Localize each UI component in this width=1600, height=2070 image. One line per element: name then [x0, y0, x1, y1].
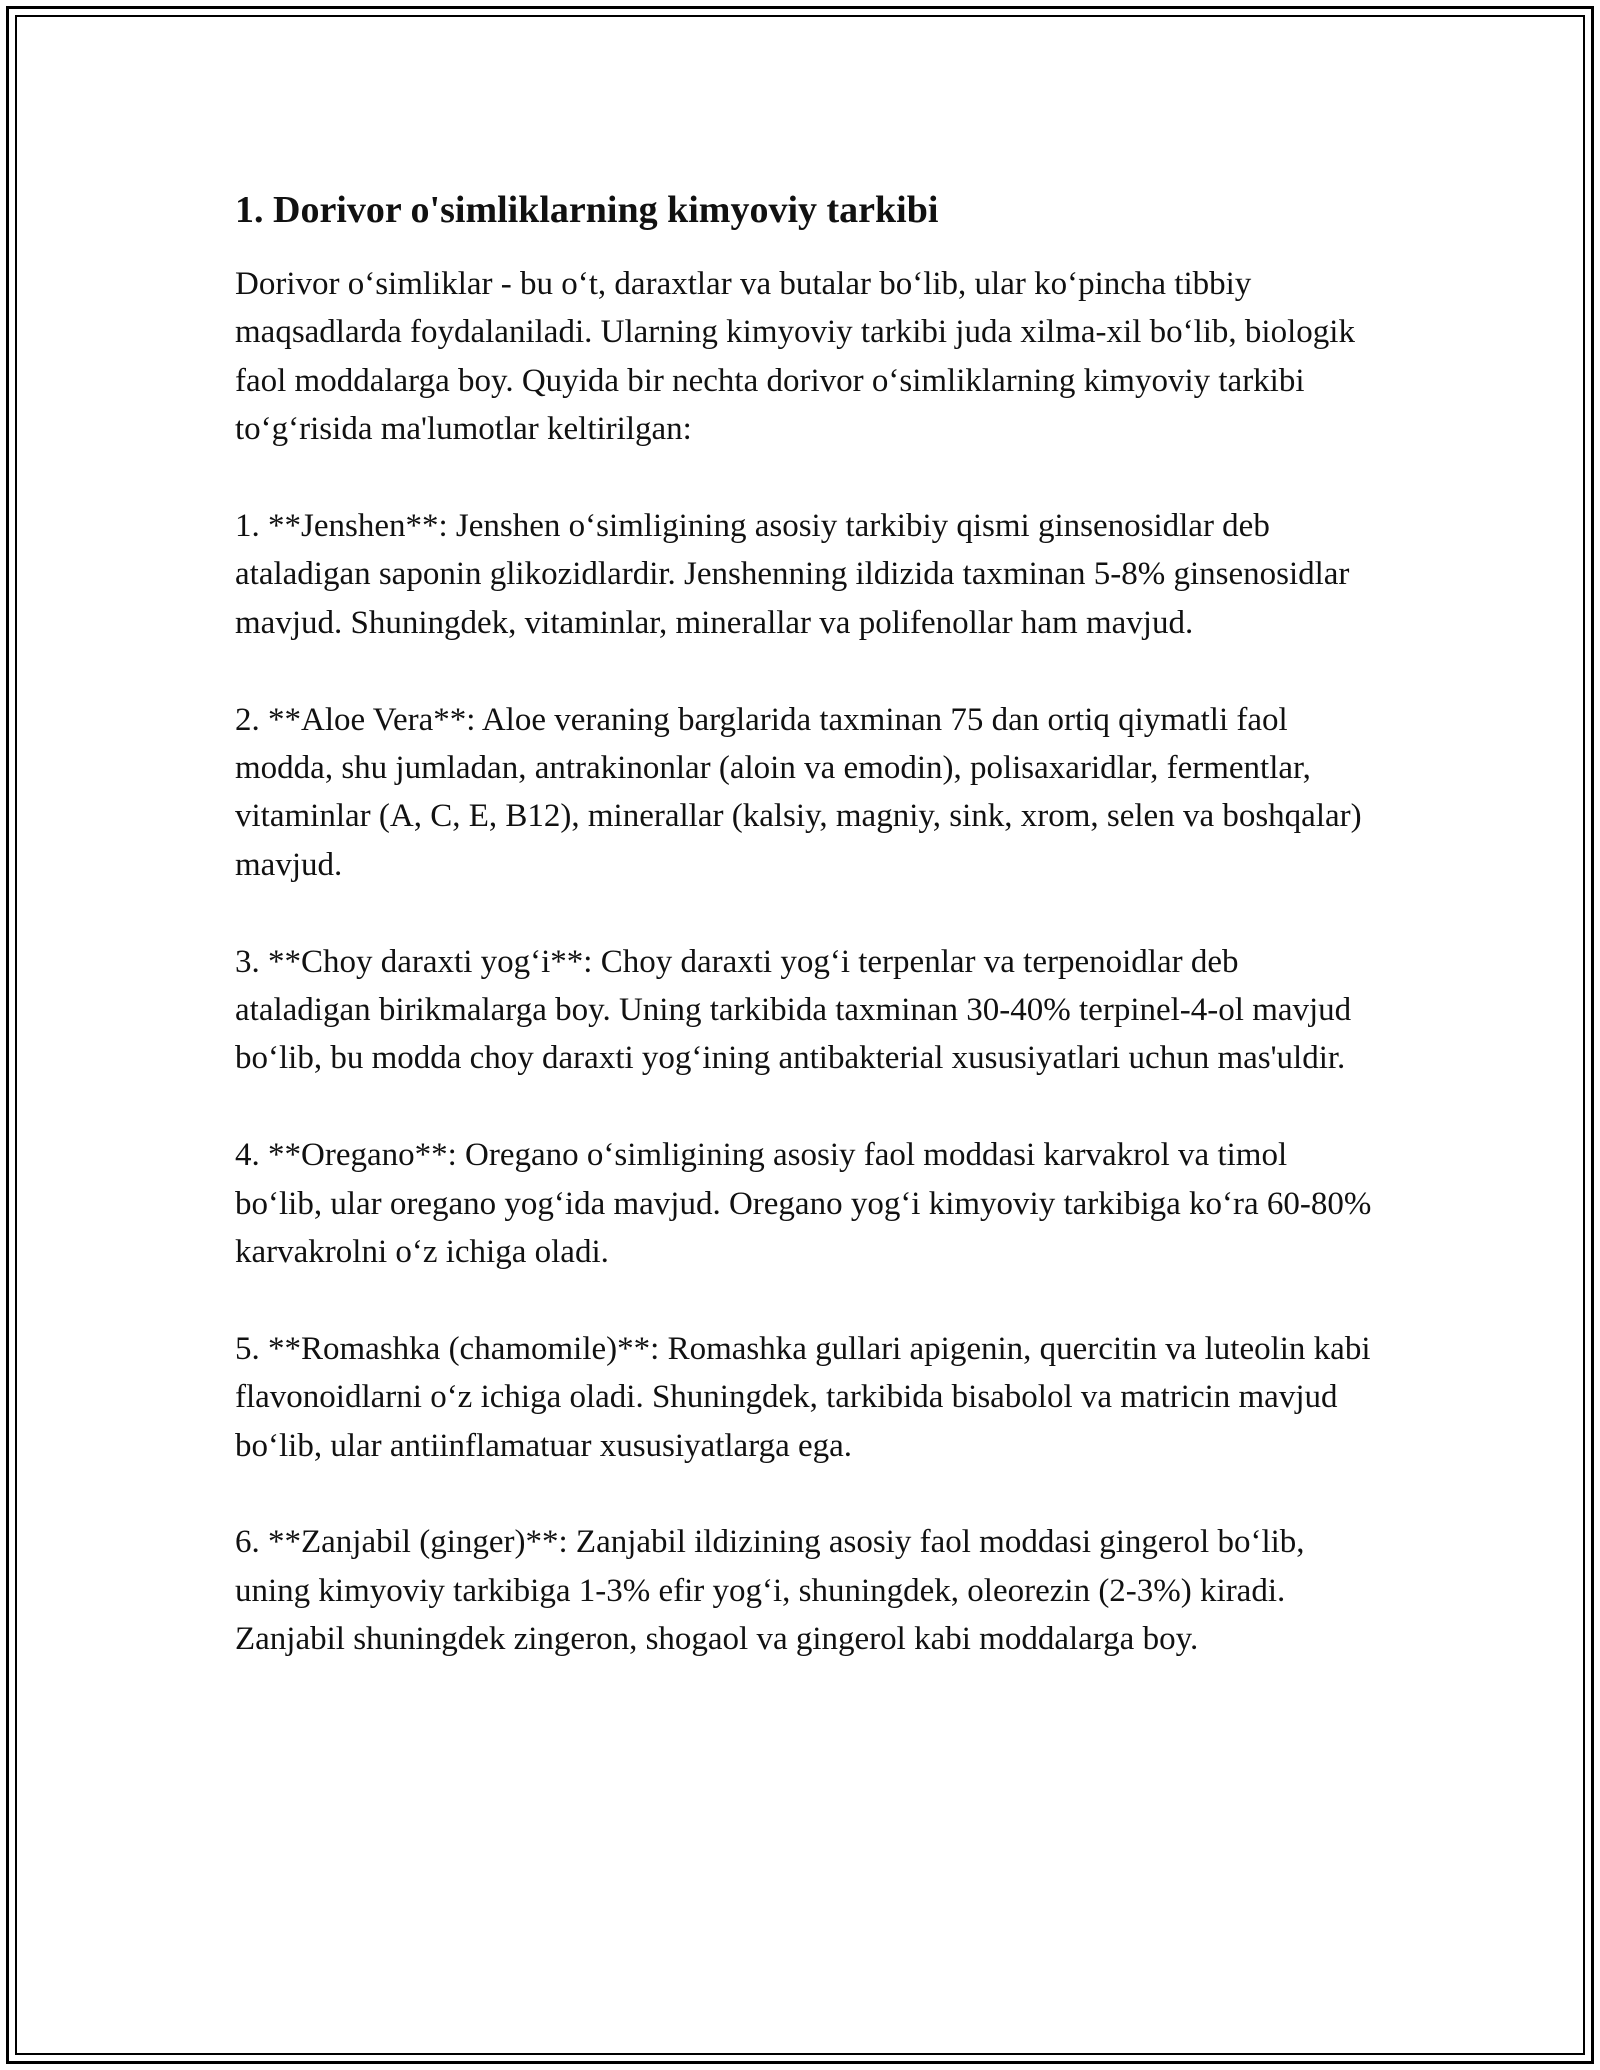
list-item-zanjabil: 6. **Zanjabil (ginger)**: Zanjabil ildizining asosiy faol moddasi gingerol bo‘lib, uning kimyoviy tarkibiga 1-3% efir yog‘i, shuningdek, oleorezin (2-3%) kiradi. Zanjabil shuningdek zingeron, shogaol va gingerol kabi moddalarga boy. [235, 1524, 1305, 1658]
list-item-jenshen: 1. **Jenshen**: Jenshen o‘simligining asosiy tarkibiy qismi ginsenosidlar deb ataladigan saponin glikozidlardir. Jenshenning ildizida taxminan 5-8% ginsenosidlar mavjud. Shuningdek, vitaminlar, minerallar va polifenollar ham mavjud. [235, 508, 1350, 641]
list-item-romashka: 5. **Romashka (chamomile)**: Romashka gullari apigenin, quercitin va luteolin kabi flavonoidlarni o‘z ichiga oladi. Shuningdek, tarkibida bisabolol va matricin mavjud bo‘lib, ular antiinflamatuar xususiyatlarga ega. [235, 1330, 1371, 1464]
intro-paragraph: Dorivor o‘simliklar - bu o‘t, daraxtlar va butalar bo‘lib, ular ko‘pincha tibbiy maqsadlarda foydalaniladi. Ularning kimyoviy tarkibi juda xilma-xil bo‘lib, biologik faol moddalarga boy. Quyida bir nechta dorivor o‘simliklarning kimyoviy tarkibi to‘g‘risida ma'lumotlar keltirilgan: [235, 266, 1355, 448]
list-item-choy-daraxti: 3. **Choy daraxti yog‘i**: Choy daraxti yog‘i terpenlar va terpenoidlar deb ataladigan birikmalarga boy. Uning tarkibida taxminan 30-40% terpinel-4-ol mavjud bo‘lib, bu modda choy daraxti yog‘ining antibakterial xususiyatlari uchun mas'uldir. [235, 943, 1352, 1077]
document-body [235, 186, 1375, 1712]
list-item-oregano: 4. **Oregano**: Oregano o‘simligining asosiy faol moddasi karvakrol va timol bo‘lib, ular oregano yog‘ida mavjud. Oregano yog‘i kimyoviy tarkibiga ko‘ra 60-80% karvakrolni o‘z ichiga oladi. [235, 1137, 1372, 1271]
page-title: 1. Dorivor o'simliklarning kimyoviy tarkibi [235, 189, 939, 231]
list-item-aloe-vera: 2. **Aloe Vera**: Aloe veraning barglarida taxminan 75 dan ortiq qiymatli faol modda, shu jumladan, antrakinonlar (aloin va emodin), polisaxaridlar, fermentlar, vitaminlar (A, C, E, B12), minerallar (kalsiy, magniy, sink, xrom, selen va boshqalar) mavjud. [235, 701, 1362, 883]
